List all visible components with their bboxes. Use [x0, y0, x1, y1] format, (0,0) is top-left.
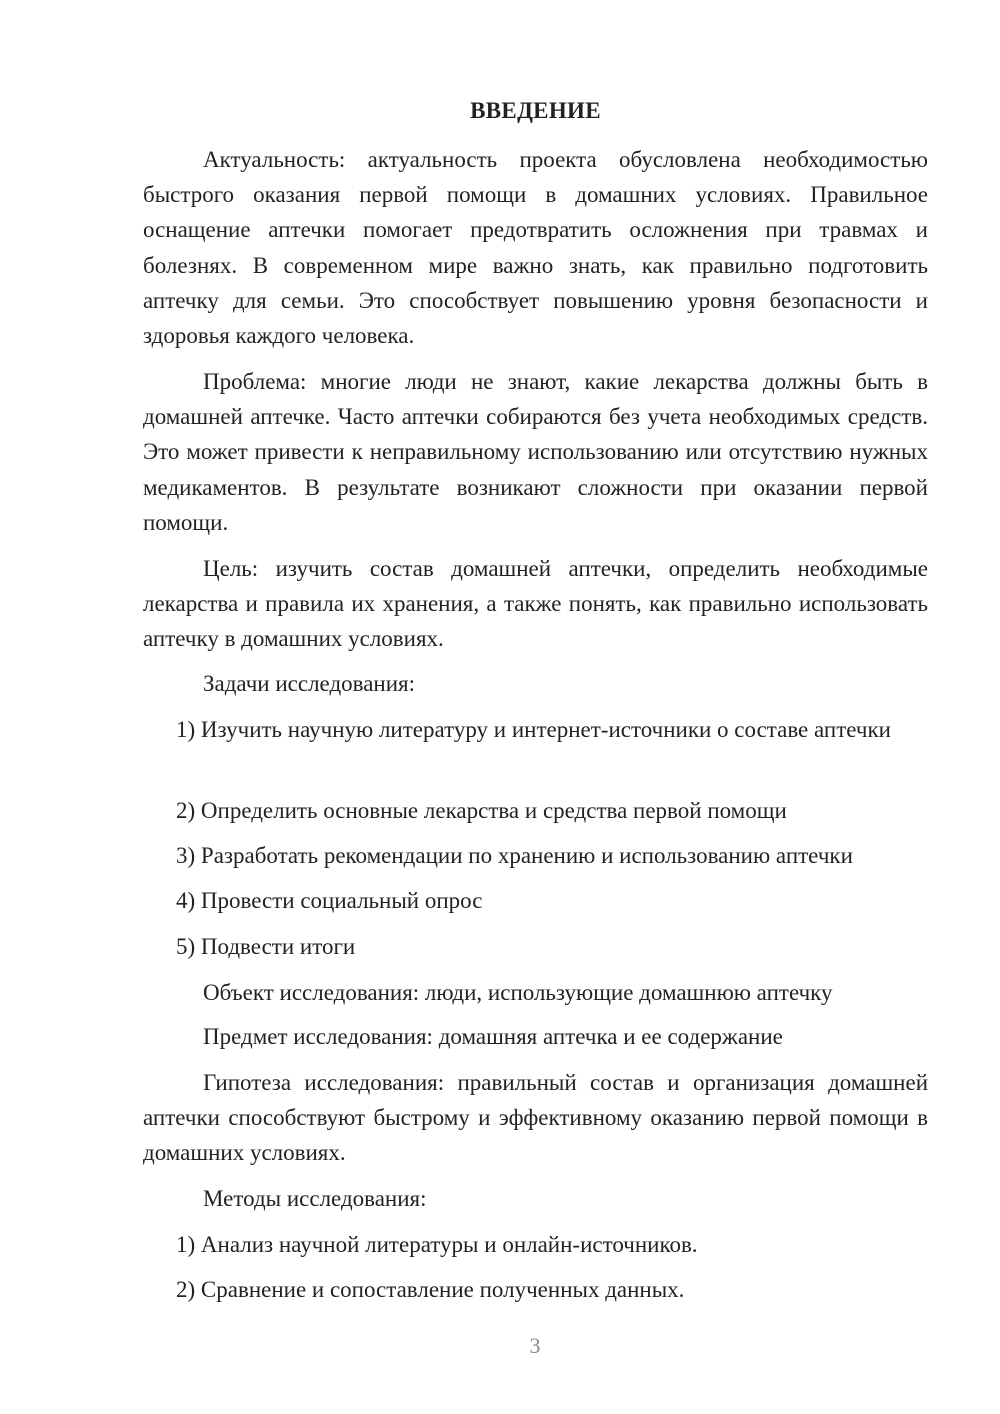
research-subject: Предмет исследования: домашняя аптечка и ее содержание [203, 1024, 783, 1049]
task-item-2: 2) Определить основные лекарства и средства первой помощи [176, 798, 787, 823]
method-item-1: 1) Анализ научной литературы и онлайн-источников. [176, 1232, 698, 1257]
task-item-5: 5) Подвести итоги [176, 934, 356, 959]
page-title: ВВЕДЕНИЕ [470, 98, 601, 123]
relevance-paragraph: Актуальность: актуальность проекта обусловлена необходимостью быстрого оказания первой помощи в домашних условиях. Правильное оснащение аптечки помогает предотвратить осложнения при травмах и болезнях. В современном мире важно знать, как правильно подготовить аптечку для семьи. Это способствует повышению уровня безопасности и здоровья каждого человека. [143, 147, 928, 349]
task-item-3: 3) Разработать рекомендации по хранению и использованию аптечки [176, 843, 853, 868]
method-item-2: 2) Сравнение и сопоставление полученных данных. [176, 1277, 685, 1302]
task-item-4: 4) Провести социальный опрос [176, 888, 483, 913]
page-number: 3 [529, 1333, 541, 1358]
methods-heading: Методы исследования: [203, 1186, 427, 1211]
research-object: Объект исследования: люди, использующие домашнюю аптечку [203, 980, 833, 1005]
hypothesis-paragraph: Гипотеза исследования: правильный состав и организация домашней аптечки способствуют быстрому и эффективному оказанию первой помощи в домашних условиях. [143, 1070, 928, 1166]
goal-paragraph: Цель: изучить состав домашней аптечки, определить необходимые лекарства и правила их хранения, а также понять, как правильно использовать аптечку в домашних условиях. [143, 556, 928, 652]
tasks-heading: Задачи исследования: [203, 671, 416, 696]
task-item-1: 1) Изучить научную литературу и интернет-источники о составе аптечки [176, 717, 891, 742]
problem-paragraph: Проблема: многие люди не знают, какие лекарства должны быть в домашней аптечке. Часто аптечки собираются без учета необходимых средств. Это может привести к неправильному использованию или отсутствию нужных медикаментов. В результате возникают сложности при оказании первой помощи. [143, 369, 928, 535]
